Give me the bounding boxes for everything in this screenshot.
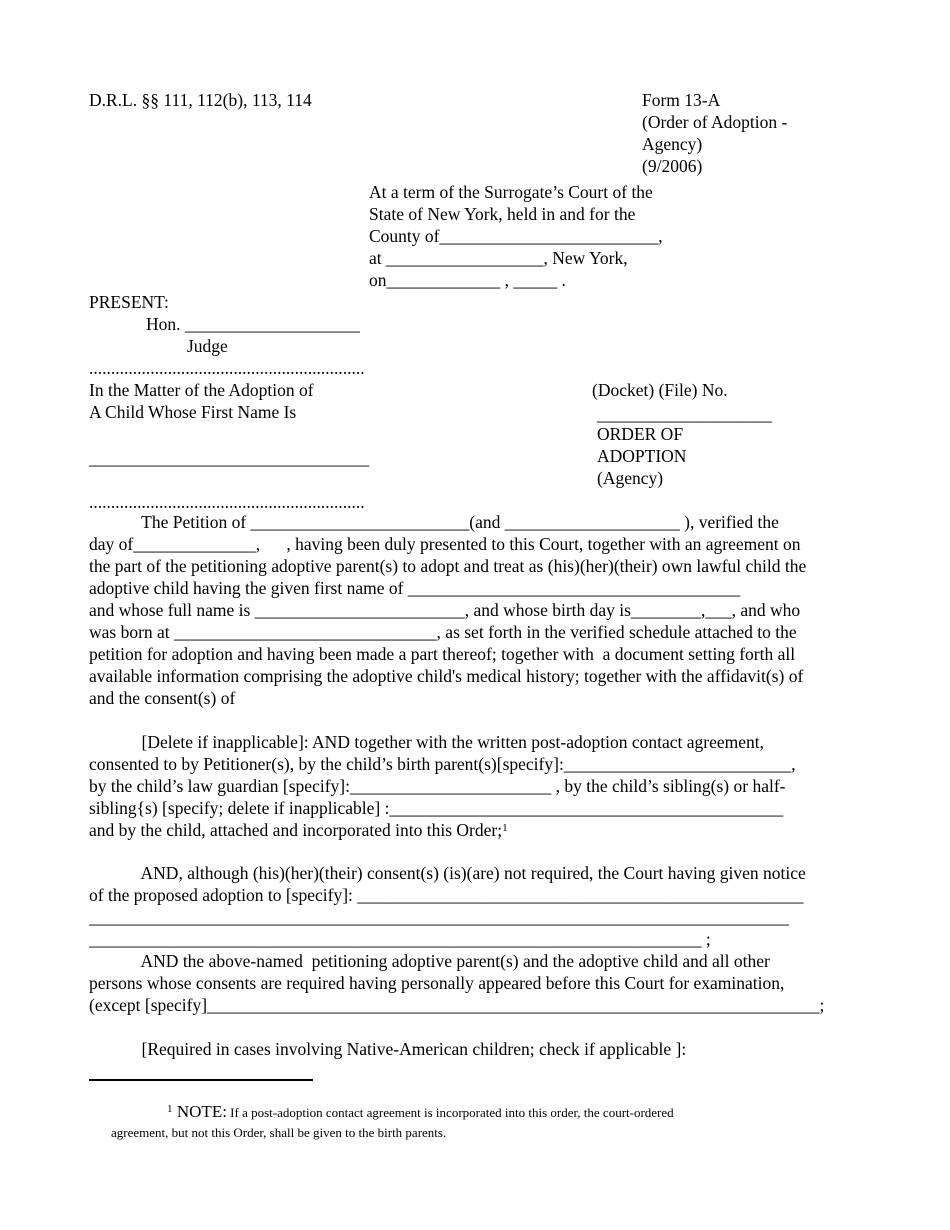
para2-last-line (89, 819, 508, 841)
footnote-separator (89, 1079, 313, 1081)
hon-line: Hon. ____________________ (146, 314, 360, 334)
form-number: Form 13-A (642, 90, 721, 110)
para3-line: ________________________________________________________________________________ (89, 907, 789, 927)
matter-line1: In the Matter of the Adoption of (89, 380, 314, 400)
child-name-blank: ________________________________ (89, 448, 369, 468)
para2-line: by the child’s law guardian [specify]:_______________________ , by the child’s sibling(s) or half- (89, 776, 786, 796)
para2-line: sibling{s) [specify; delete if inapplicable] :_____________________________________________ (89, 798, 784, 818)
form-date: (9/2006) (642, 156, 703, 176)
footnote-text-line1: If a post-adoption contact agreement is incorporated into this order, the court-ordered (226, 1105, 674, 1120)
para3-line: ______________________________________________________________________ ; (89, 929, 711, 949)
para3-line: of the proposed adoption to [specify]: ___________________________________________________ (89, 885, 804, 905)
judge-label: Judge (187, 336, 228, 356)
form-title-line2: Agency) (642, 134, 703, 154)
para5-line: [Required in cases involving Native-American children; check if applicable ]: (89, 1039, 687, 1059)
para1-line: day of______________, , having been duly presented to this Court, together with an agreement on (89, 534, 801, 554)
caption-dots-bottom: ............................................................... (89, 492, 365, 512)
order-title-line2: ADOPTION (597, 446, 687, 466)
para2-line-text: and by the child, attached and incorporated into this Order; (89, 820, 503, 840)
court-date-line: on_____________ , _____ . (369, 270, 566, 290)
footnote-line1 (167, 1100, 674, 1124)
order-title-line1: ORDER OF (597, 424, 684, 444)
court-line2: State of New York, held in and for the (369, 204, 636, 224)
para3-line: AND, although (his)(her)(their) consent(s) (is)(are) not required, the Court having given notice (89, 863, 806, 883)
footnote-text-line2: agreement, but not this Order, shall be given to the birth parents. (111, 1125, 447, 1140)
footnote-label: NOTE: (176, 1102, 227, 1121)
court-location-line: at __________________, New York, (369, 248, 628, 268)
form-title-line1: (Order of Adoption - (642, 112, 788, 132)
para1-line: and the consent(s) of (89, 688, 236, 708)
footnote-number: 1 (167, 1103, 173, 1115)
para4-line: (except [specify]______________________________________________________________________; (89, 995, 825, 1015)
docket-label: (Docket) (File) No. (592, 380, 728, 400)
para1-line: petition for adoption and having been made a part thereof; together with a document setting forth all (89, 644, 796, 664)
para1-line: and whose full name is ________________________, and whose birth day is________,___, and who (89, 600, 801, 620)
para1-line: adoptive child having the given first name of ______________________________________ (89, 578, 741, 598)
para2-line: [Delete if inapplicable]: AND together with the written post-adoption contact agreement, (89, 732, 764, 752)
court-county-line: County of_________________________, (369, 226, 663, 246)
present-label: PRESENT: (89, 292, 169, 312)
para4-line: AND the above-named petitioning adoptive parent(s) and the adoptive child and all other (89, 951, 770, 971)
matter-line2: A Child Whose First Name Is (89, 402, 297, 422)
para1-line: available information comprising the adoptive child's medical history; together with the affidavit(s) of (89, 666, 804, 686)
para4-line: persons whose consents are required having personally appeared before this Court for examination, (89, 973, 785, 993)
footnote-reference: 1 (502, 822, 508, 834)
caption-dots-top: ............................................................... (89, 358, 365, 378)
order-title-line3: (Agency) (597, 468, 664, 488)
docket-blank: ____________________ (597, 404, 772, 424)
para1-line: was born at ______________________________, as set forth in the verified schedule attached to the (89, 622, 797, 642)
statute-citation: D.R.L. §§ 111, 112(b), 113, 114 (89, 90, 312, 110)
para2-line: consented to by Petitioner(s), by the child’s birth parent(s)[specify]:__________________________, (89, 754, 796, 774)
court-line1: At a term of the Surrogate’s Court of the (369, 182, 653, 202)
para1-line: The Petition of _________________________(and ____________________ ), verified the (89, 512, 779, 532)
para1-line: the part of the petitioning adoptive parent(s) to adopt and treat as (his)(her)(their) own lawful child the (89, 556, 807, 576)
